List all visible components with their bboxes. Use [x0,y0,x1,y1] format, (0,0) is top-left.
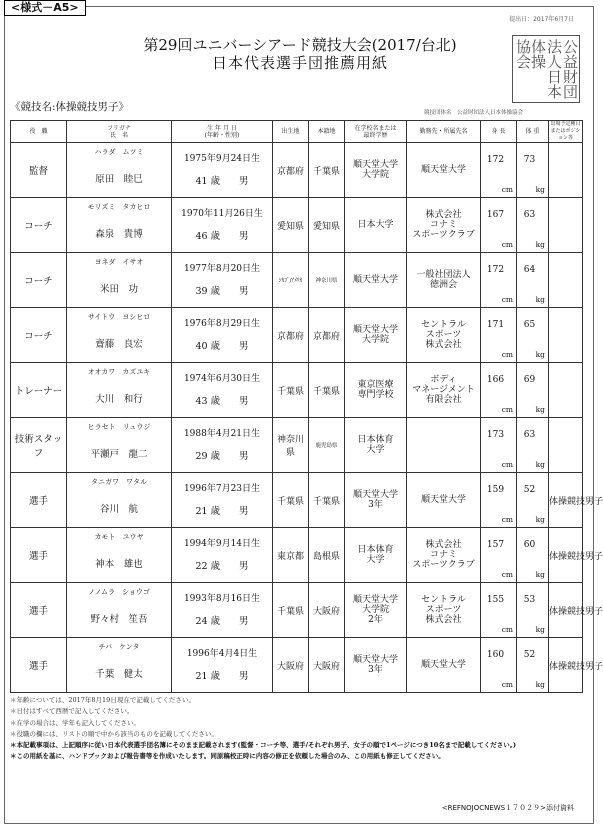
birth-date: 1975年9月24日生 [183,154,261,164]
cell-role: コーチ [11,308,67,363]
cell-school: 順天堂大学 3年 [345,638,407,693]
cell-school: 順天堂大学 大学院 [345,308,407,363]
cell-events [549,308,583,363]
unit-kg: kg [535,350,545,359]
unit-cm: cm [501,570,513,579]
cell-employer: 株式会社 コナミ スポーツクラブ [407,528,481,583]
cell-domicile: 千葉県 [309,363,345,418]
cell-domicile: 神奈川県 [309,253,345,308]
header-name: フリガナ 氏 名 [67,121,172,143]
header-birthplace: 出生地 [273,121,309,143]
height-value: 167 [486,210,505,220]
name-kanji: 森泉 貴博 [95,229,143,240]
name-kana: ハラダ ムツミ [94,148,144,156]
age-sex: 24 歳 男 [195,616,249,627]
cell-school: 順天堂大学 大学院 [345,143,407,198]
cell-name [67,253,172,308]
cell-height [481,363,517,418]
cell-birthplace: 愛知県 [273,198,309,253]
cell-birthplace: ｼｶｺﾞ/ｱﾒﾘｶ [273,253,309,308]
cell-name [67,418,172,473]
cell-role: トレーナー [11,363,67,418]
roster-table [10,120,603,693]
cell-domicile: 千葉県 [309,143,345,198]
note-item: ＊日付はすべて西暦で記入してください。 [10,707,134,716]
unit-kg: kg [535,515,545,524]
cell-height [481,143,517,198]
unit-cm: cm [501,625,513,634]
cell-employer: セントラル スポーツ 株式会社 [407,583,481,638]
unit-kg: kg [535,460,545,469]
note-item: ＊本記載事項は、上記順序に従い日本代表選手団名簿にそのまま記載されます(監督・コーチ等、選手/それぞれ男子、女子の順で1ページにつき10名まで記載してください。) [10,741,517,750]
cell-birthplace: 京都府 [273,308,309,363]
cell-role: 技術スタッフ [11,418,67,473]
unit-cm: cm [501,185,513,194]
cell-height [481,418,517,473]
header-height: 身 長 [481,121,517,143]
cell-name [67,583,172,638]
cell-employer: 順天堂大学 [407,638,481,693]
cell-name [67,473,172,528]
cell-school: 東京医療 専門学校 [345,363,407,418]
weight-value: 64 [523,265,536,275]
birth-date: 1994年9月14日生 [183,539,261,549]
cell-school: 日本体育 大学 [345,418,407,473]
form-id-label: <様式－A5> [4,0,86,16]
weight-value: 73 [523,155,536,165]
cell-birth [172,473,273,528]
unit-kg: kg [535,185,545,194]
cell-role: コーチ [11,198,67,253]
cell-weight [517,253,549,308]
cell-name [67,638,172,693]
unit-cm: cm [501,295,513,304]
cell-height [481,198,517,253]
name-kana: ノノムラ ショウゴ [88,588,150,596]
cell-name [67,363,172,418]
table-row [11,363,583,418]
unit-cm: cm [501,240,513,249]
weight-value: 69 [523,375,536,385]
header-birth: 生 年 月 日 (年齢・性別) [172,121,273,143]
cell-weight [517,473,549,528]
weight-value: 65 [523,320,536,330]
cell-weight [517,418,549,473]
unit-cm: cm [501,405,513,414]
height-value: 172 [486,155,505,165]
birth-date: 1977年8月20日生 [183,264,261,274]
cell-birthplace: 京都府 [273,143,309,198]
birth-date: 1996年7月23日生 [183,484,261,494]
height-value: 155 [486,595,505,605]
age-sex: 39 歳 男 [195,286,249,297]
title-line-1: 第29回ユニバーシアード競技大会(2017/台北) [143,36,457,54]
cell-height [481,473,517,528]
cell-school: 順天堂大学 [345,253,407,308]
notes-section [10,695,516,763]
name-kanji: 大川 和行 [95,394,143,405]
cell-role: 選手 [11,528,67,583]
cell-height [481,253,517,308]
header-employer: 勤務先・所属先名 [407,121,481,143]
cell-domicile: 島根県 [309,528,345,583]
unit-kg: kg [535,625,545,634]
table-row [11,528,583,583]
weight-value: 52 [523,650,536,660]
cell-school: 順天堂大学 大学院 2年 [345,583,407,638]
title-line-2: 日本代表選手団推薦用紙 [211,54,388,72]
height-value: 166 [486,375,505,385]
cell-name [67,198,172,253]
cell-role: 選手 [11,473,67,528]
cell-employer: 順天堂大学 [407,143,481,198]
birth-date: 1974年6月30日生 [183,374,261,384]
cell-birthplace: 千葉県 [273,583,309,638]
cell-birthplace: 東京都 [273,528,309,583]
age-sex: 22 歳 男 [195,561,249,572]
cell-birth [172,143,273,198]
cell-school: 日本体育 大学 [345,528,407,583]
cell-events [549,198,583,253]
cell-birth [172,638,273,693]
table-row [11,583,583,638]
cell-domicile: 大阪府 [309,638,345,693]
cell-domicile: 京都府 [309,308,345,363]
cell-domicile: 千葉県 [309,473,345,528]
cell-weight [517,638,549,693]
name-kanji: 神本 雄也 [95,559,143,570]
name-kana: ヒラセト リュウジ [87,423,151,431]
birth-date: 1996年4月4日生 [186,649,258,659]
table-row [11,418,583,473]
footer-reference: <REFNOJOCNEWS１７０２９>添付資料 [441,804,574,812]
height-value: 171 [486,320,505,330]
cell-events: 体操競技男子 [549,528,583,583]
cell-birth [172,528,273,583]
cell-domicile: 愛知県 [309,198,345,253]
cell-birth [172,253,273,308]
table-row [11,253,583,308]
height-value: 160 [486,650,505,660]
age-sex: 46 歳 男 [195,231,249,242]
weight-value: 63 [523,210,536,220]
unit-kg: kg [535,680,545,689]
name-kana: カモト ユウヤ [94,533,144,541]
cell-weight [517,583,549,638]
name-kanji: 谷川 航 [99,504,138,515]
name-kanji: 原田 睦巳 [95,174,143,185]
name-kana: オオカワ カズユキ [87,368,151,376]
birth-date: 1976年8月29日生 [183,319,261,329]
cell-employer [407,418,481,473]
table-header-row [11,121,583,143]
header-role: 役 職 [11,121,67,143]
cell-employer: 順天堂大学 [407,473,481,528]
cell-events [549,418,583,473]
cell-employer: 株式会社 コナミ スポーツクラブ [407,198,481,253]
height-value: 173 [486,430,505,440]
cell-events [549,253,583,308]
note-item: ＊この用紙を基に、ハンドブックおよび報告書等を作成いたします。同原稿校正時に内容の修正を依頼した場合のみ、この用紙も修正してください。 [10,752,445,761]
cell-birthplace: 神奈川県 [273,418,309,473]
height-value: 157 [486,540,505,550]
header-events: 出場予定種目 またはポジション等 [550,121,581,141]
table-row [11,473,583,528]
cell-events [549,143,583,198]
height-value: 159 [486,485,505,495]
cell-birth [172,198,273,253]
header-school: 在学校名または 最終学歴 [345,121,407,143]
cell-birth [172,583,273,638]
cell-role: 監督 [11,143,67,198]
table-row [11,143,583,198]
cell-birth [172,308,273,363]
weight-value: 63 [523,430,536,440]
cell-school: 順天堂大学 3年 [345,473,407,528]
weight-value: 52 [523,485,536,495]
cell-height [481,583,517,638]
cell-domicile: 鹿児島県 [309,418,345,473]
cell-weight [517,528,549,583]
table-row [11,308,583,363]
age-sex: 41 歳 男 [195,176,249,187]
name-kanji: 野々村 笙吾 [90,614,148,625]
birth-date: 1993年8月16日生 [183,594,261,604]
weight-value: 60 [523,540,536,550]
cell-weight [517,198,549,253]
cell-birthplace: 千葉県 [273,473,309,528]
name-kanji: 米田 功 [99,284,138,295]
unit-cm: cm [501,350,513,359]
event-name: 《競技名:体操競技男子》 [10,101,130,113]
cell-birth [172,418,273,473]
association-seal-stamp: 公 益 財 団 法 人 日 本 体 操 協 会 [512,35,580,103]
unit-kg: kg [535,570,545,579]
table-row [11,198,583,253]
age-sex: 21 歳 男 [195,671,249,682]
cell-school: 日本大学 [345,198,407,253]
cell-employer: 一般社団法人 徳洲会 [407,253,481,308]
cell-birthplace: 大阪府 [273,638,309,693]
cell-events: 体操競技男子 [549,473,583,528]
cell-events: 体操競技男子 [549,583,583,638]
weight-value: 53 [523,595,536,605]
unit-kg: kg [535,240,545,249]
age-sex: 29 歳 男 [195,451,249,462]
cell-role: コーチ [11,253,67,308]
name-kanji: 齋藤 良宏 [95,339,143,350]
cell-events [549,363,583,418]
cell-name [67,308,172,363]
header-domicile: 本籍地 [309,121,345,143]
cell-height [481,528,517,583]
cell-weight [517,143,549,198]
name-kana: モリズミ タカヒロ [87,203,151,211]
cell-employer: ボディ マネージメント 有限会社 [407,363,481,418]
age-sex: 40 歳 男 [195,341,249,352]
name-kana: タニガワ ワタル [91,478,147,486]
height-value: 172 [486,265,505,275]
name-kana: ヨネダ イサオ [94,258,144,266]
unit-kg: kg [535,295,545,304]
unit-cm: cm [501,515,513,524]
cell-weight [517,308,549,363]
cell-role: 選手 [11,638,67,693]
name-kanji: 平瀬戸 龍二 [90,449,148,460]
cell-events: 体操競技男子 [549,638,583,693]
cell-employer: セントラル スポーツ 株式会社 [407,308,481,363]
name-kana: サイトウ ヨシヒロ [87,313,151,321]
note-item: ＊年齢については、2017年8月19日現在で記載してください。 [10,696,195,704]
submit-date: 提出日：2017年6月7日 [509,16,574,23]
cell-role: 選手 [11,583,67,638]
association-name: 競技団体名 公益財団法人日本体操協会 [424,110,524,116]
note-item: ＊在学の場合は、学年も記入してください。 [10,718,140,727]
unit-kg: kg [535,405,545,414]
age-sex: 43 歳 男 [195,396,249,407]
cell-domicile: 大阪府 [309,583,345,638]
unit-cm: cm [501,460,513,469]
table-row [11,638,583,693]
unit-cm: cm [501,680,513,689]
cell-name [67,528,172,583]
birth-date: 1988年4月21日生 [183,429,261,439]
name-kana: チバ ケンタ [98,643,140,651]
cell-name [67,143,172,198]
header-weight: 体 重 [517,121,549,143]
cell-birthplace: 千葉県 [273,363,309,418]
birth-date: 1970年11月26日生 [181,209,263,219]
cell-weight [517,363,549,418]
note-item: ＊役職の欄には、リストの順で中から該当のものを記載してください。 [10,729,218,738]
age-sex: 21 歳 男 [195,506,249,517]
name-kanji: 千葉 健太 [95,669,143,680]
cell-birth [172,363,273,418]
cell-height [481,638,517,693]
cell-height [481,308,517,363]
